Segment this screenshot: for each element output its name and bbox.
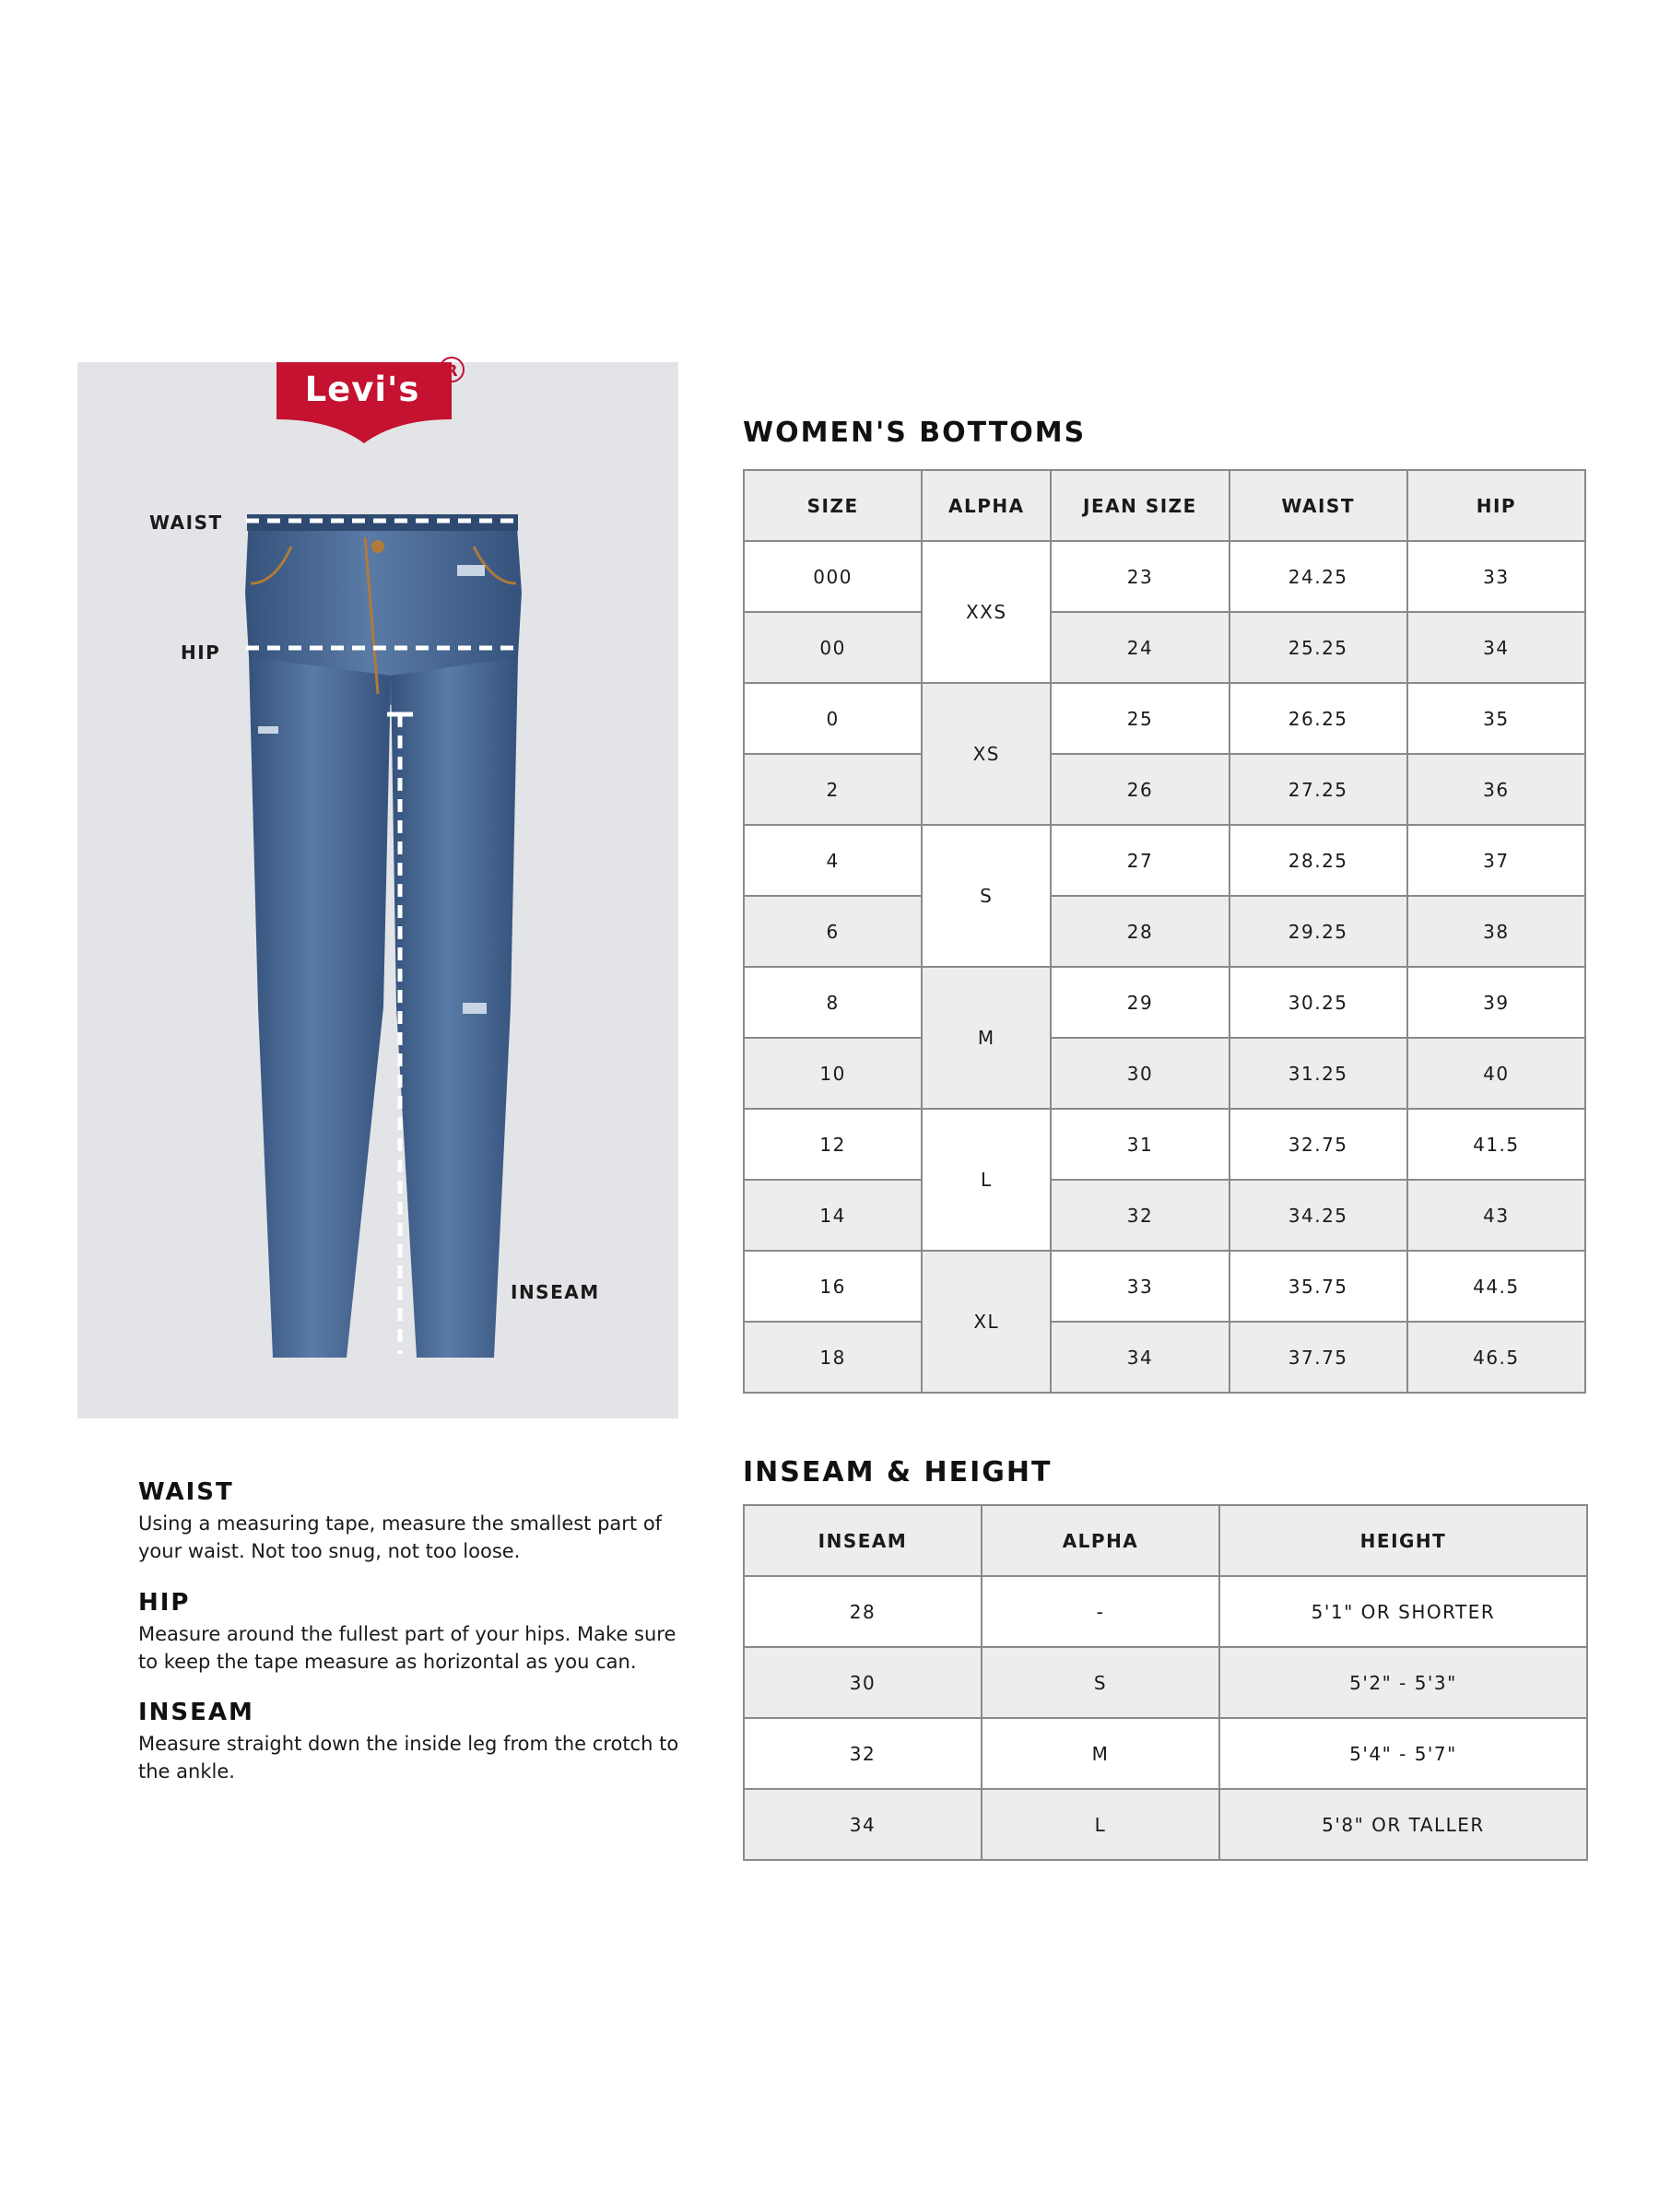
cell-alpha: XXS <box>922 541 1051 683</box>
table-row <box>744 1576 1587 1647</box>
cell-inseam: 28 <box>744 1576 982 1647</box>
cell-jean-size: 23 <box>1051 541 1229 612</box>
cell-alpha: M <box>982 1718 1219 1789</box>
cell-alpha: XS <box>922 683 1051 825</box>
cell-size: 4 <box>744 825 922 896</box>
guide-waist-title: WAIST <box>138 1478 234 1506</box>
inseam-height-table <box>743 1504 1588 1861</box>
logo-wordmark: Levi's <box>304 370 420 409</box>
table-row <box>744 1180 1585 1251</box>
distress-mark <box>457 565 485 576</box>
cell-hip: 39 <box>1407 967 1585 1038</box>
cell-hip: 33 <box>1407 541 1585 612</box>
cell-waist: 24.25 <box>1230 541 1407 612</box>
label-inseam: INSEAM <box>511 1281 600 1303</box>
guide-inseam-text: Measure straight down the inside leg from the crotch to the ankle. <box>138 1733 679 1783</box>
cell-waist: 28.25 <box>1230 825 1407 896</box>
cell-size: 14 <box>744 1180 922 1251</box>
header-inseam: INSEAM <box>744 1505 982 1576</box>
cell-waist: 32.75 <box>1230 1109 1407 1180</box>
header-alpha: ALPHA <box>982 1505 1219 1576</box>
cell-jean-size: 33 <box>1051 1251 1229 1322</box>
cell-jean-size: 30 <box>1051 1038 1229 1109</box>
guide-hip <box>138 1589 682 1676</box>
cell-size: 0 <box>744 683 922 754</box>
cell-waist: 37.75 <box>1230 1322 1407 1393</box>
cell-hip: 41.5 <box>1407 1109 1585 1180</box>
table-header-row <box>744 1505 1587 1576</box>
cell-inseam: 34 <box>744 1789 982 1860</box>
cell-hip: 38 <box>1407 896 1585 967</box>
cell-height: 5'8" OR TALLER <box>1219 1789 1587 1860</box>
cell-height: 5'2" - 5'3" <box>1219 1647 1587 1718</box>
cell-hip: 43 <box>1407 1180 1585 1251</box>
table-header-row <box>744 470 1585 541</box>
guide-hip-title: HIP <box>138 1589 191 1617</box>
jeans-left-leg <box>249 657 391 1358</box>
table-row <box>744 541 1585 612</box>
cell-alpha: S <box>922 825 1051 967</box>
table-row <box>744 683 1585 754</box>
header-size: SIZE <box>744 470 922 541</box>
table-row <box>744 1647 1587 1718</box>
cell-alpha: L <box>922 1109 1051 1251</box>
cell-size: 6 <box>744 896 922 967</box>
womens-bottoms-table <box>743 469 1586 1394</box>
cell-alpha: L <box>982 1789 1219 1860</box>
cell-height: 5'1" OR SHORTER <box>1219 1576 1587 1647</box>
cell-waist: 26.25 <box>1230 683 1407 754</box>
header-height: HEIGHT <box>1219 1505 1587 1576</box>
cell-size: 00 <box>744 612 922 683</box>
cell-alpha: M <box>922 967 1051 1109</box>
cell-waist: 35.75 <box>1230 1251 1407 1322</box>
cell-hip: 34 <box>1407 612 1585 683</box>
table-row <box>744 1789 1587 1860</box>
cell-jean-size: 26 <box>1051 754 1229 825</box>
cell-hip: 35 <box>1407 683 1585 754</box>
cell-size: 18 <box>744 1322 922 1393</box>
inseam-height-title: INSEAM & HEIGHT <box>743 1456 1053 1488</box>
cell-hip: 44.5 <box>1407 1251 1585 1322</box>
cell-waist: 27.25 <box>1230 754 1407 825</box>
header-waist: WAIST <box>1230 470 1407 541</box>
cell-jean-size: 27 <box>1051 825 1229 896</box>
cell-jean-size: 32 <box>1051 1180 1229 1251</box>
cell-height: 5'4" - 5'7" <box>1219 1718 1587 1789</box>
label-waist: WAIST <box>149 512 223 534</box>
guide-hip-text: Measure around the fullest part of your hips. Make sure to keep the tape measure as horizontal as you can. <box>138 1623 677 1673</box>
cell-alpha: - <box>982 1576 1219 1647</box>
header-hip: HIP <box>1407 470 1585 541</box>
guide-waist-text: Using a measuring tape, measure the smallest part of your waist. Not too snug, not too loose. <box>138 1512 663 1562</box>
cell-jean-size: 28 <box>1051 896 1229 967</box>
header-alpha: ALPHA <box>922 470 1051 541</box>
cell-jean-size: 24 <box>1051 612 1229 683</box>
distress-mark <box>258 726 278 734</box>
cell-hip: 37 <box>1407 825 1585 896</box>
table-row <box>744 1038 1585 1109</box>
cell-inseam: 32 <box>744 1718 982 1789</box>
table-row <box>744 754 1585 825</box>
cell-waist: 30.25 <box>1230 967 1407 1038</box>
guide-waist <box>138 1478 682 1565</box>
table-row <box>744 967 1585 1038</box>
label-hip: HIP <box>181 641 221 664</box>
table-row <box>744 1109 1585 1180</box>
cell-alpha: XL <box>922 1251 1051 1393</box>
cell-inseam: 30 <box>744 1647 982 1718</box>
header-jean-size: JEAN SIZE <box>1051 470 1229 541</box>
jeans-right-leg <box>391 657 518 1358</box>
cell-size: 12 <box>744 1109 922 1180</box>
table-row <box>744 1718 1587 1789</box>
table-row <box>744 1322 1585 1393</box>
cell-size: 2 <box>744 754 922 825</box>
table-row <box>744 1251 1585 1322</box>
guide-inseam <box>138 1699 682 1785</box>
cell-size: 16 <box>744 1251 922 1322</box>
cell-alpha: S <box>982 1647 1219 1718</box>
cell-size: 8 <box>744 967 922 1038</box>
cell-jean-size: 34 <box>1051 1322 1229 1393</box>
cell-jean-size: 29 <box>1051 967 1229 1038</box>
cell-hip: 40 <box>1407 1038 1585 1109</box>
cell-waist: 34.25 <box>1230 1180 1407 1251</box>
cell-waist: 31.25 <box>1230 1038 1407 1109</box>
cell-size: 000 <box>744 541 922 612</box>
distress-mark <box>463 1003 487 1014</box>
cell-hip: 36 <box>1407 754 1585 825</box>
levis-logo <box>276 362 479 443</box>
cell-waist: 29.25 <box>1230 896 1407 967</box>
cell-hip: 46.5 <box>1407 1322 1585 1393</box>
guide-inseam-title: INSEAM <box>138 1699 254 1726</box>
cell-waist: 25.25 <box>1230 612 1407 683</box>
table-row <box>744 896 1585 967</box>
cell-jean-size: 25 <box>1051 683 1229 754</box>
table-row <box>744 612 1585 683</box>
registered-mark: R <box>439 357 465 382</box>
cell-size: 10 <box>744 1038 922 1109</box>
cell-jean-size: 31 <box>1051 1109 1229 1180</box>
womens-bottoms-title: WOMEN'S BOTTOMS <box>743 417 1087 449</box>
table-row <box>744 825 1585 896</box>
